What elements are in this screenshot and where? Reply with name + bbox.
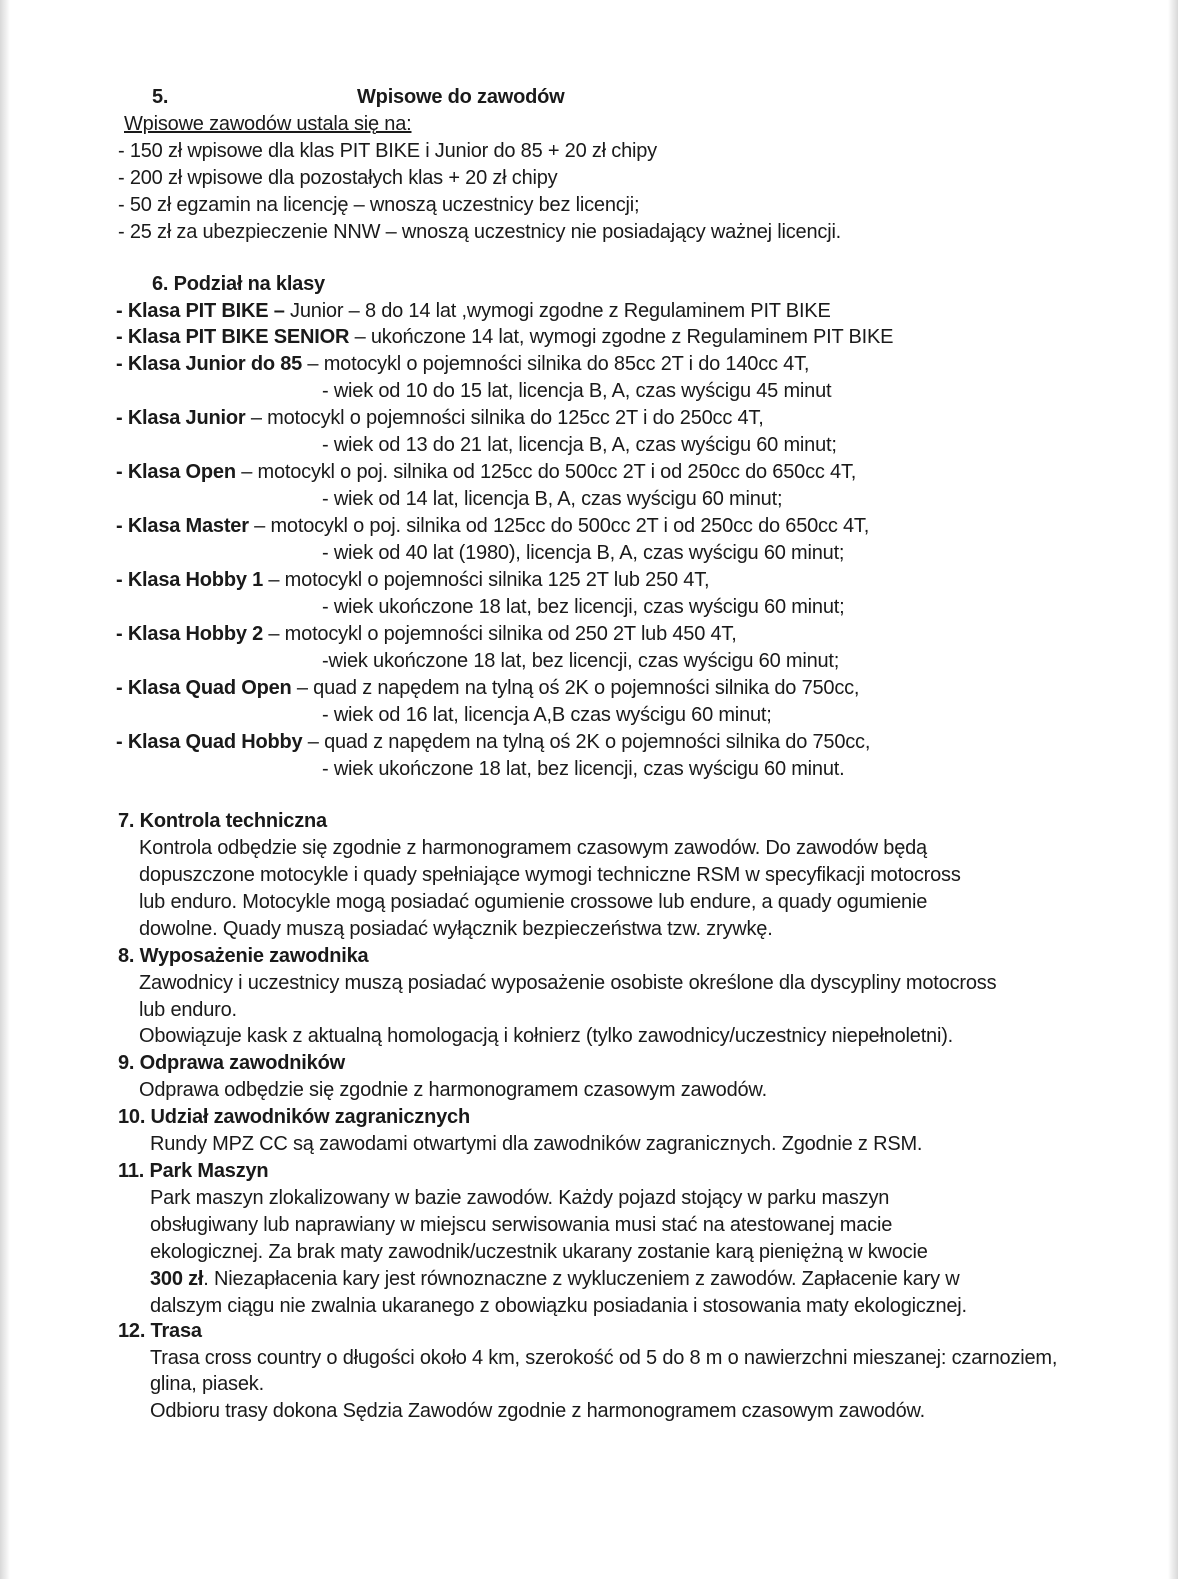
paragraph-line: obsługiwany lub naprawiany w miejscu serwisowania musi stać na atestowanej macie (150, 1214, 893, 1236)
class-line (116, 324, 893, 350)
class-name: - Klasa Master (116, 515, 249, 537)
class-name: - Klasa Junior do 85 (116, 353, 303, 375)
class-line (116, 567, 709, 593)
paragraph-line: Odbioru trasy dokona Sędzia Zawodów zgodnie z harmonogramem czasowym zawodów. (150, 1400, 925, 1422)
paragraph-line: Trasa cross country o długości około 4 km, szerokość od 5 do 8 m o nawierzchni mieszanej: czarnoziem, (150, 1347, 1058, 1369)
section-5-title: Wpisowe do zawodów (357, 86, 565, 108)
paragraph-line: lub enduro. (139, 999, 237, 1021)
fee-item: - 200 zł wpisowe dla pozostałych klas + 20 zł chipy (118, 167, 558, 189)
class-line (116, 405, 764, 431)
class-line (116, 513, 869, 539)
class-desc: – motocykl o pojemności silnika 125 2T lub 250 4T, (263, 569, 710, 591)
section-5-intro: Wpisowe zawodów ustala się na: (124, 113, 412, 135)
paragraph-line: Kontrola odbędzie się zgodnie z harmonogramem czasowym zawodów. Do zawodów będą (139, 837, 927, 859)
class-name: - Klasa Hobby 2 (116, 623, 264, 645)
page-shadow-right (1168, 0, 1178, 1579)
paragraph-line: Park maszyn zlokalizowany w bazie zawodów. Każdy pojazd stojący w parku maszyn (150, 1187, 890, 1209)
class-continuation: - wiek od 40 lat (1980), licencja B, A, czas wyścigu 60 minut; (322, 542, 845, 564)
paragraph-line: glina, piasek. (150, 1373, 264, 1395)
fine-amount: 300 zł (150, 1268, 204, 1290)
class-name: - Klasa Quad Hobby (116, 731, 303, 753)
class-line (116, 621, 737, 647)
class-desc: – motocykl o pojemności silnika do 85cc 2T i do 140cc 4T, (302, 353, 810, 375)
class-name: - Klasa Junior (116, 407, 246, 429)
section-8-title: 8. Wyposażenie zawodnika (118, 945, 369, 967)
paragraph-line: Obowiązuje kask z aktualną homologacją i kołnierz (tylko zawodnicy/uczestnicy niepełnoletni). (139, 1025, 954, 1047)
class-desc: – quad z napędem na tylną oś 2K o pojemności silnika do 750cc, (302, 731, 871, 753)
class-line (116, 459, 856, 485)
paragraph-line: ekologicznej. Za brak maty zawodnik/uczestnik ukarany zostanie karą pieniężną w kwocie (150, 1241, 928, 1263)
fine-text: . Niezapłacenia kary jest równoznaczne z wykluczeniem z zawodów. Zapłacenie kary w (203, 1268, 960, 1290)
class-desc: – quad z napędem na tylną oś 2K o pojemności silnika do 750cc, (291, 677, 860, 699)
paragraph-line: dowolne. Quady muszą posiadać wyłącznik bezpieczeństwa tzw. zrywkę. (139, 918, 773, 940)
section-9-title: 9. Odprawa zawodników (118, 1052, 345, 1074)
class-name: - Klasa Hobby 1 (116, 569, 264, 591)
paragraph-line: lub enduro. Motocykle mogą posiadać ogumienie crossowe lub endure, a quady ogumienie (139, 891, 928, 913)
class-continuation: - wiek od 16 lat, licencja A,B czas wyścigu 60 minut; (322, 704, 772, 726)
class-desc: – motocykl o pojemności silnika do 125cc 2T i do 250cc 4T, (245, 407, 764, 429)
class-desc: – motocykl o poj. silnika od 125cc do 500cc 2T i od 250cc do 650cc 4T, (248, 515, 870, 537)
paragraph-line: dalszym ciągu nie zwalnia ukaranego z obowiązku posiadania i stosowania maty ekologicznej. (150, 1295, 967, 1317)
class-name: - Klasa Open (116, 461, 236, 483)
fee-item: - 50 zł egzamin na licencję – wnoszą uczestnicy bez licencji; (118, 194, 640, 216)
section-7-title: 7. Kontrola techniczna (118, 810, 327, 832)
class-line (116, 351, 809, 377)
paragraph-line: Rundy MPZ CC są zawodami otwartymi dla zawodników zagranicznych. Zgodnie z RSM. (150, 1133, 923, 1155)
paragraph-line: Odprawa odbędzie się zgodnie z harmonogramem czasowym zawodów. (139, 1079, 767, 1101)
paragraph-line: dopuszczone motocykle i quady spełniające wymogi techniczne RSM w specyfikacji motocross (139, 864, 961, 886)
class-continuation: - wiek od 10 do 15 lat, licencja B, A, czas wyścigu 45 minut (322, 380, 832, 402)
section-6-title: 6. Podział na klasy (152, 273, 325, 295)
class-desc: – motocykl o pojemności silnika od 250 2T lub 450 4T, (263, 623, 737, 645)
section-10-title: 10. Udział zawodników zagranicznych (118, 1106, 470, 1128)
class-desc: – ukończone 14 lat, wymogi zgodne z Regulaminem PIT BIKE (349, 326, 894, 348)
fee-item: - 150 zł wpisowe dla klas PIT BIKE i Junior do 85 + 20 zł chipy (118, 140, 657, 162)
section-11-title: 11. Park Maszyn (118, 1160, 269, 1182)
class-name: - Klasa PIT BIKE – (116, 300, 285, 322)
page-shadow-left (0, 0, 10, 1579)
section-5-number: 5. (152, 86, 169, 108)
class-name: - Klasa PIT BIKE SENIOR (116, 326, 350, 348)
class-desc: Junior – 8 do 14 lat ,wymogi zgodne z Regulaminem PIT BIKE (284, 300, 831, 322)
fee-item: - 25 zł za ubezpieczenie NNW – wnoszą uczestnicy nie posiadający ważnej licencji. (118, 221, 842, 243)
class-continuation: - wiek ukończone 18 lat, bez licencji, czas wyścigu 60 minut. (322, 758, 845, 780)
class-continuation: -wiek ukończone 18 lat, bez licencji, czas wyścigu 60 minut; (322, 650, 840, 672)
class-continuation: - wiek ukończone 18 lat, bez licencji, czas wyścigu 60 minut; (322, 596, 845, 618)
class-continuation: - wiek od 14 lat, licencja B, A, czas wyścigu 60 minut; (322, 488, 783, 510)
class-line (116, 298, 831, 324)
class-desc: – motocykl o poj. silnika od 125cc do 500cc 2T i od 250cc do 650cc 4T, (235, 461, 857, 483)
class-name: - Klasa Quad Open (116, 677, 292, 699)
class-line (116, 675, 859, 701)
section-12-title: 12. Trasa (118, 1320, 202, 1342)
class-line (116, 729, 870, 755)
class-continuation: - wiek od 13 do 21 lat, licencja B, A, czas wyścigu 60 minut; (322, 434, 837, 456)
paragraph-line (150, 1266, 959, 1292)
paragraph-line: Zawodnicy i uczestnicy muszą posiadać wyposażenie osobiste określone dla dyscypliny motocross (139, 972, 997, 994)
